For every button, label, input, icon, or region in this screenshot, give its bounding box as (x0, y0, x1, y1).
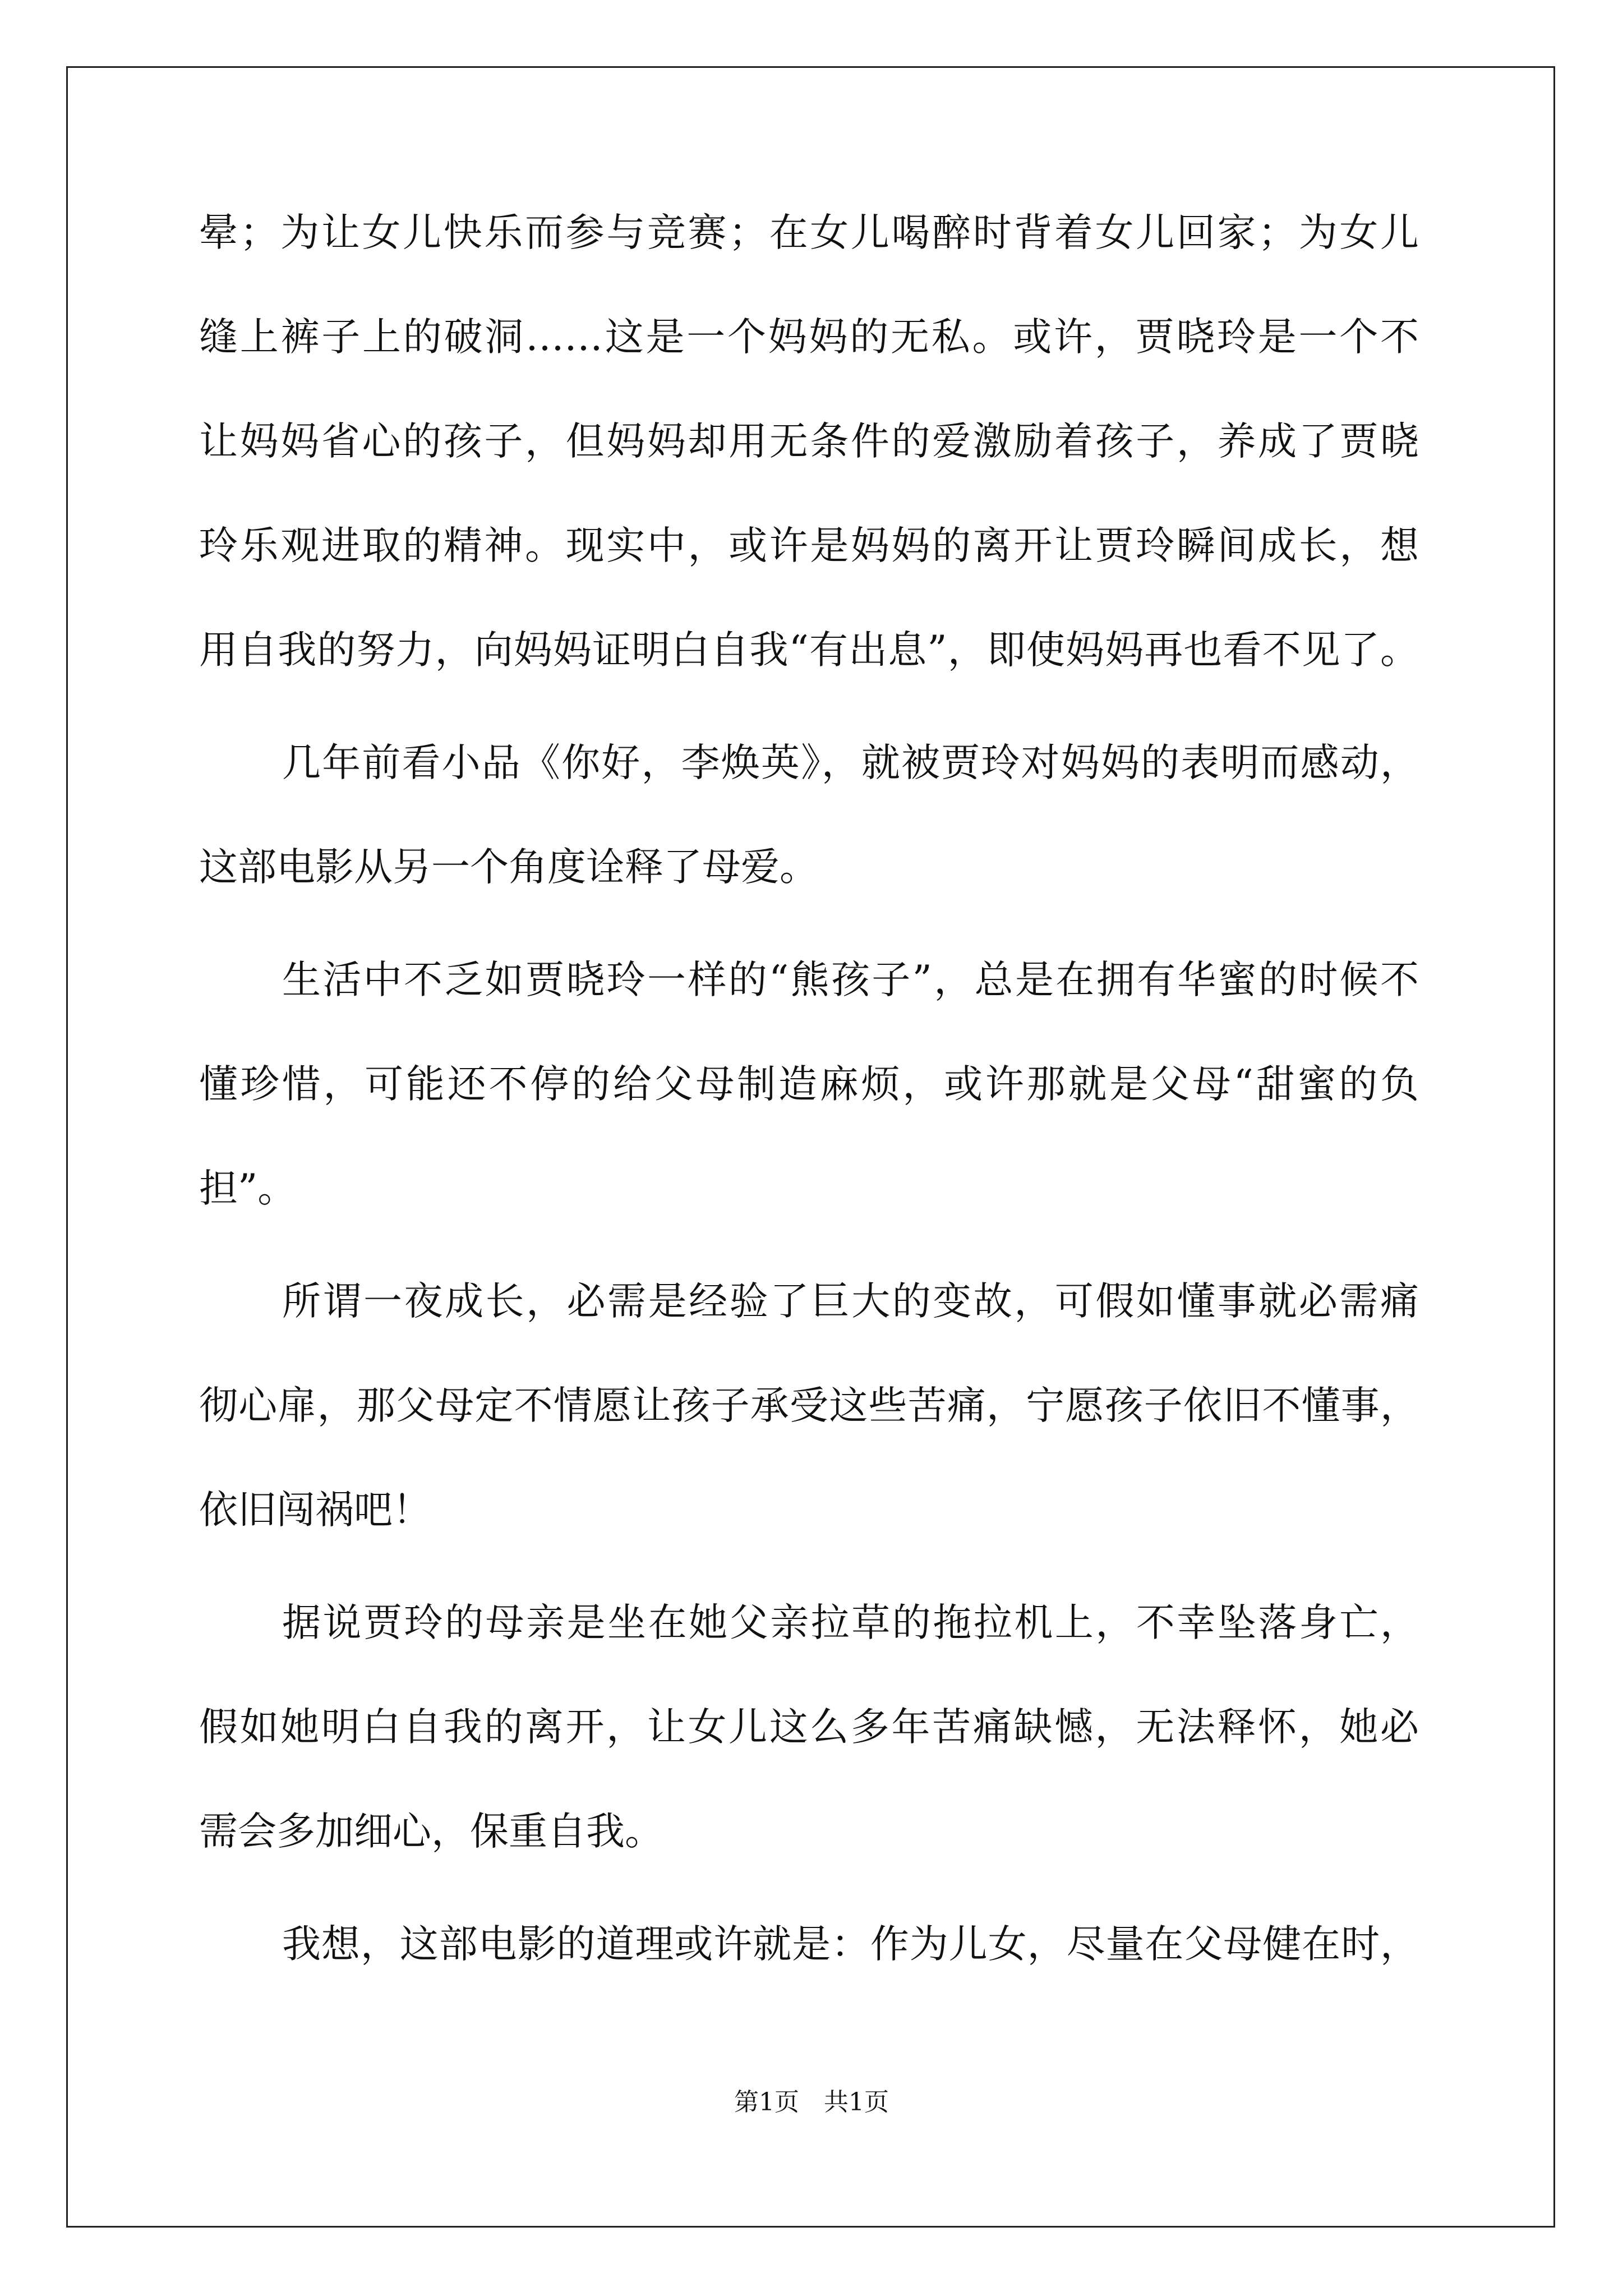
text-line: 需会多加细心，保重自我。 (199, 1809, 663, 1854)
text-line: 彻心扉，那父母定不情愿让孩子承受这些苦痛，宁愿孩子依旧不懂事， (199, 1383, 1419, 1428)
text-line: 晕；为让女儿快乐而参与竞赛；在女儿喝醉时背着女儿回家；为女儿 (199, 210, 1419, 255)
text-line: 几年前看小品《你好，李焕英》，就被贾玲对妈妈的表明而感动， (282, 740, 1419, 785)
text-line: 用自我的努力，向妈妈证明白自我“有出息”，即使妈妈再也看不见了。 (199, 628, 1419, 673)
text-line: 依旧闯祸吧！ (199, 1488, 431, 1533)
text-line: 担”。 (199, 1166, 297, 1211)
text-line: 让妈妈省心的孩子，但妈妈却用无条件的爱激励着孩子，养成了贾晓 (199, 419, 1419, 464)
text-line: 生活中不乏如贾晓玲一样的“熊孩子”，总是在拥有华蜜的时候不 (282, 958, 1419, 1002)
text-line: 这部电影从另一个角度诠释了母爱。 (199, 845, 818, 890)
text-line: 缝上裤子上的破洞……这是一个妈妈的无私。或许，贾晓玲是一个不 (199, 315, 1419, 360)
text-line: 据说贾玲的母亲是坐在她父亲拉草的拖拉机上，不幸坠落身亡， (282, 1600, 1419, 1645)
text-line: 我想，这部电影的道理或许就是：作为儿女，尽量在父母健在时， (282, 1922, 1419, 1967)
text-line: 所谓一夜成长，必需是经验了巨大的变故，可假如懂事就必需痛 (282, 1279, 1419, 1324)
page-border (66, 66, 1555, 2228)
text-line: 懂珍惜，可能还不停的给父母制造麻烦，或许那就是父母“甜蜜的负 (199, 1062, 1419, 1107)
page-number-footer: 第1页 共1页 (734, 2088, 889, 2116)
text-line: 玲乐观进取的精神。现实中，或许是妈妈的离开让贾玲瞬间成长，想 (199, 523, 1419, 568)
text-line: 假如她明白自我的离开，让女儿这么多年苦痛缺憾，无法释怀，她必 (199, 1705, 1419, 1750)
